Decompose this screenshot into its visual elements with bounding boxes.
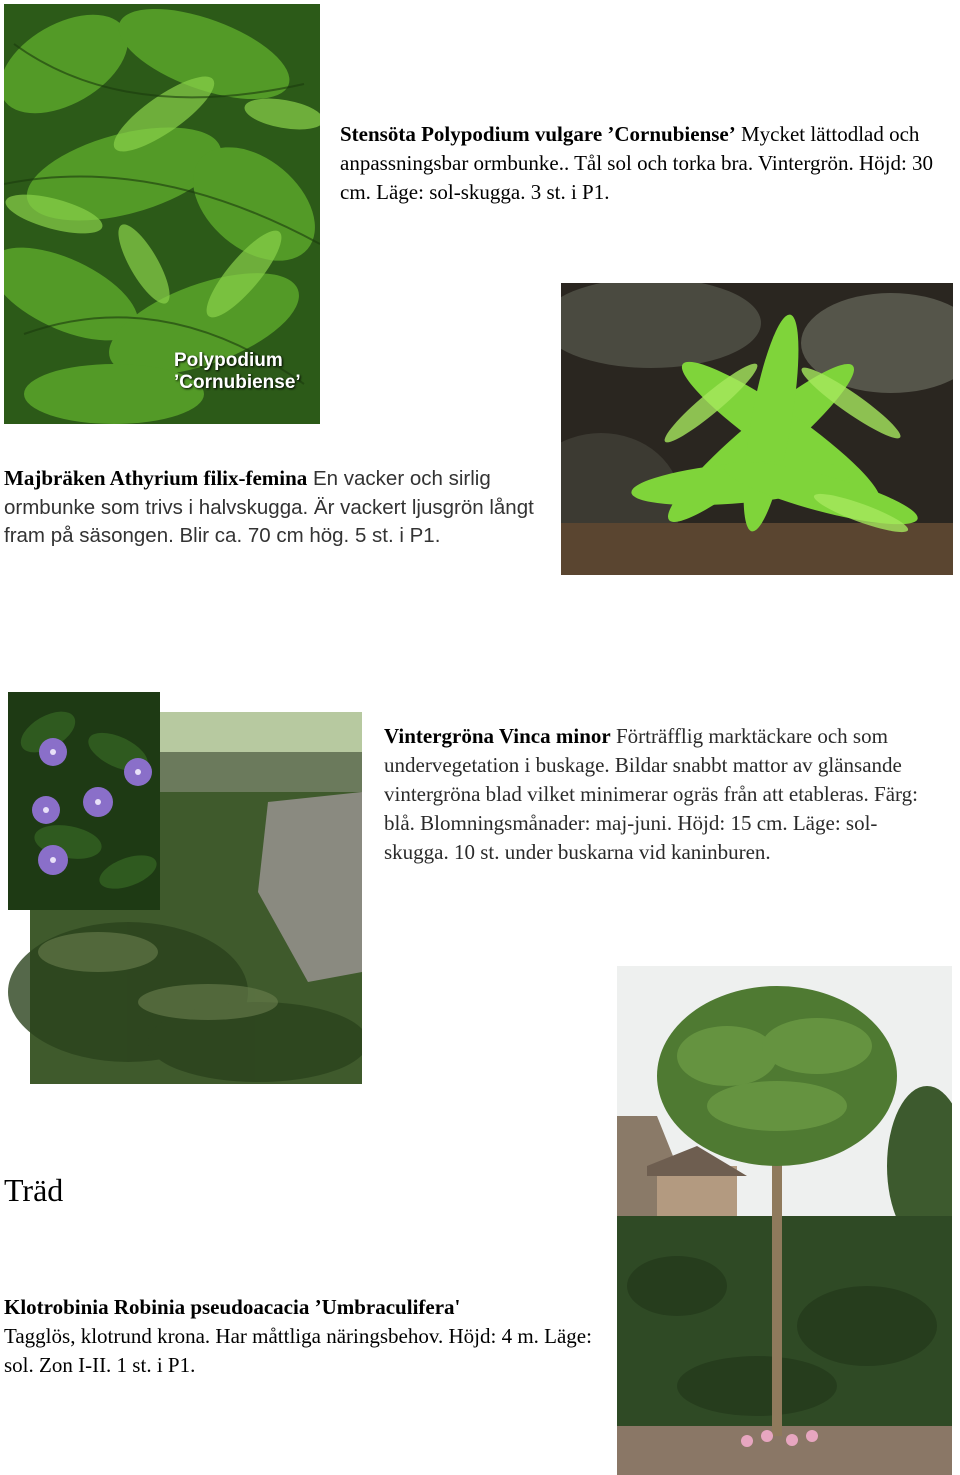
- plant-entry-vinca: [384, 722, 940, 867]
- photo-caption-line-1: Polypodium: [174, 350, 283, 371]
- plant-description: Förträfflig marktäckare och som undervegetation i buskage. Bildar snabbt mattor av glänsande vintergröna blad vilket minimerar ogräs från att etableras. Färg: blå. Blomningsmånader: maj-juni. Höjd: 15 cm. Läge: sol-skugga. 10 st. under buskarna vid kaninburen.: [384, 724, 918, 864]
- plant-name: Stensöta Polypodium vulgare ’Cornubiense’: [340, 122, 736, 146]
- plant-description: Mycket lättodlad och anpassningsbar ormbunke.. Tål sol och torka bra. Vintergrön. Höjd: 30 cm. Läge: sol-skugga. 3 st. i P1.: [340, 122, 934, 204]
- athyrium-photo: [561, 283, 953, 575]
- plant-description: En vacker och sirlig ormbunke som trivs i halvskugga. Är vackert ljusgrön långt fram på säsongen. Blir ca. 70 cm hög. 5 st. i P1.: [4, 467, 534, 547]
- polypodium-photo: [4, 4, 320, 424]
- vinca-photo: [8, 692, 362, 1084]
- photo-caption-line-2: ’Cornubiense’: [174, 372, 301, 393]
- tree-name: Klotrobinia Robinia pseudoacacia ’Umbraculifera': [4, 1295, 461, 1319]
- photo-caption: [174, 350, 301, 394]
- tree-entry-robinia: [4, 1293, 604, 1380]
- plant-name: Majbräken Athyrium filix-femina: [4, 466, 308, 490]
- plant-name: Vintergröna Vinca minor: [384, 724, 611, 748]
- plant-entry-polypodium: [340, 120, 940, 207]
- tree-description: Tagglös, klotrund krona. Har måttliga näringsbehov. Höjd: 4 m. Läge: sol. Zon I-II. 1 st. i P1.: [4, 1324, 592, 1377]
- plant-entry-athyrium: [4, 464, 534, 551]
- robinia-photo: [617, 966, 952, 1475]
- section-heading: Träd: [4, 1172, 64, 1208]
